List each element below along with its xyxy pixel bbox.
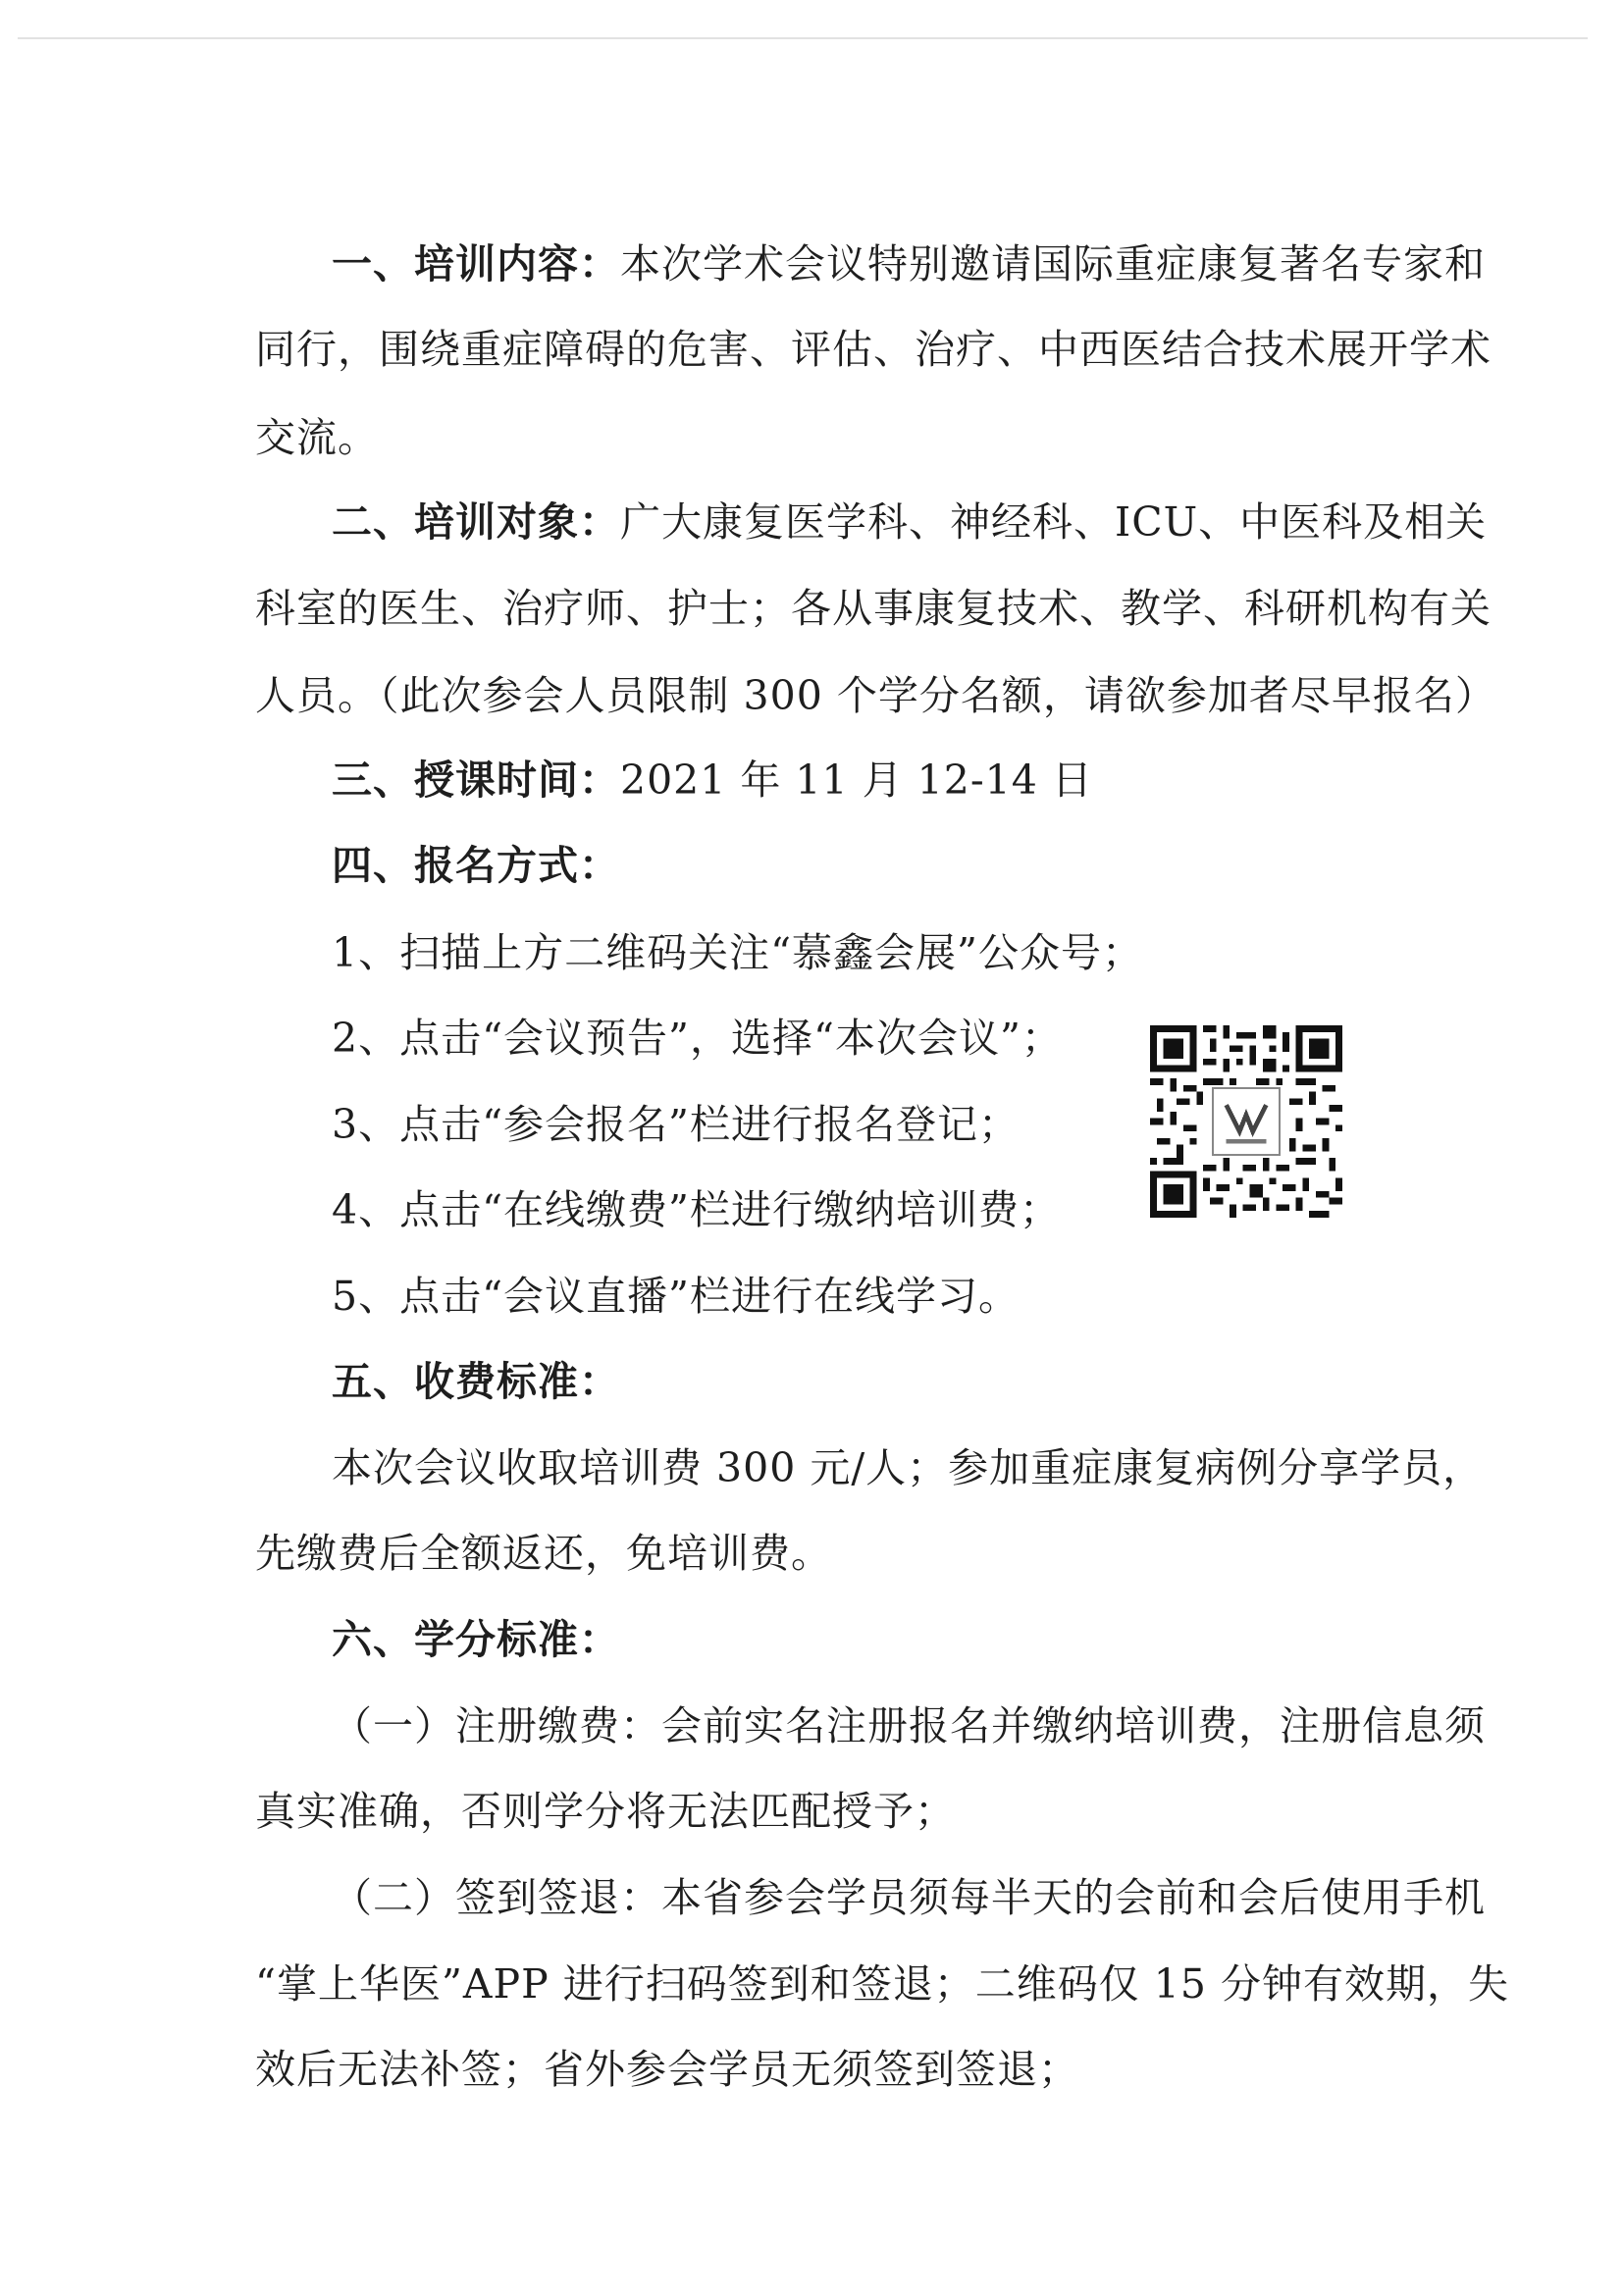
content-heading: 一、培训内容： xyxy=(332,240,620,287)
qr-code-icon xyxy=(1150,1025,1342,1218)
time-value: 2021 年 11 月 12-14 日 xyxy=(620,757,1093,804)
credits-line-2: 真实准确，否则学分将无法匹配授予； xyxy=(255,1788,956,1835)
credits-line-1: （一）注册缴费：会前实名注册报名并缴纳培训费，注册信息须 xyxy=(332,1702,1486,1749)
audience-text-1: 广大康复医学科、神经科、ICU、中医科及相关 xyxy=(620,498,1488,546)
signup-step-5: 5、点击“会议直播”栏进行在线学习。 xyxy=(332,1273,1021,1320)
audience-line-3: 人员。（此次参会人员限制 300 个学分名额，请欲参加者尽早报名） xyxy=(255,672,1496,719)
time-line xyxy=(332,755,1470,806)
signup-step-1: 1、扫描上方二维码关注“慕鑫会展”公众号； xyxy=(332,929,1144,976)
audience-heading: 二、培训对象： xyxy=(332,498,620,546)
content-line-3: 交流。 xyxy=(255,414,379,461)
credits-line-3: （二）签到签退：本省参会学员须每半天的会前和会后使用手机 xyxy=(332,1874,1486,1921)
signup-step-3: 3、点击“参会报名”栏进行报名登记； xyxy=(332,1101,1021,1148)
audience-line-1 xyxy=(332,496,1488,548)
time-heading: 三、授课时间： xyxy=(332,757,620,804)
audience-line-2: 科室的医生、治疗师、护士；各从事康复技术、教学、科研机构有关 xyxy=(255,585,1492,632)
signup-step-4: 4、点击“在线缴费”栏进行缴纳培训费； xyxy=(332,1186,1062,1233)
page-top-rule xyxy=(18,37,1588,39)
content-text-1: 本次学术会议特别邀请国际重症康复著名专家和 xyxy=(620,240,1486,287)
signup-heading: 四、报名方式： xyxy=(332,842,620,889)
credits-heading: 六、学分标准： xyxy=(332,1616,620,1663)
credits-line-4: “掌上华医”APP 进行扫码签到和签退；二维码仅 15 分钟有效期，失 xyxy=(255,1960,1509,2008)
content-line-2: 同行，围绕重症障碍的危害、评估、治疗、中西医结合技术展开学术 xyxy=(255,326,1492,373)
fees-line-1: 本次会议收取培训费 300 元/人；参加重症康复病例分享学员， xyxy=(332,1444,1485,1491)
fees-line-2: 先缴费后全额返还，免培训费。 xyxy=(255,1530,832,1577)
fees-heading: 五、收费标准： xyxy=(332,1358,620,1405)
content-line-1 xyxy=(332,238,1486,289)
signup-step-2: 2、点击“会议预告”，选择“本次会议”； xyxy=(332,1015,1063,1062)
credits-line-5: 效后无法补签；省外参会学员无须签到签退； xyxy=(255,2046,1079,2093)
